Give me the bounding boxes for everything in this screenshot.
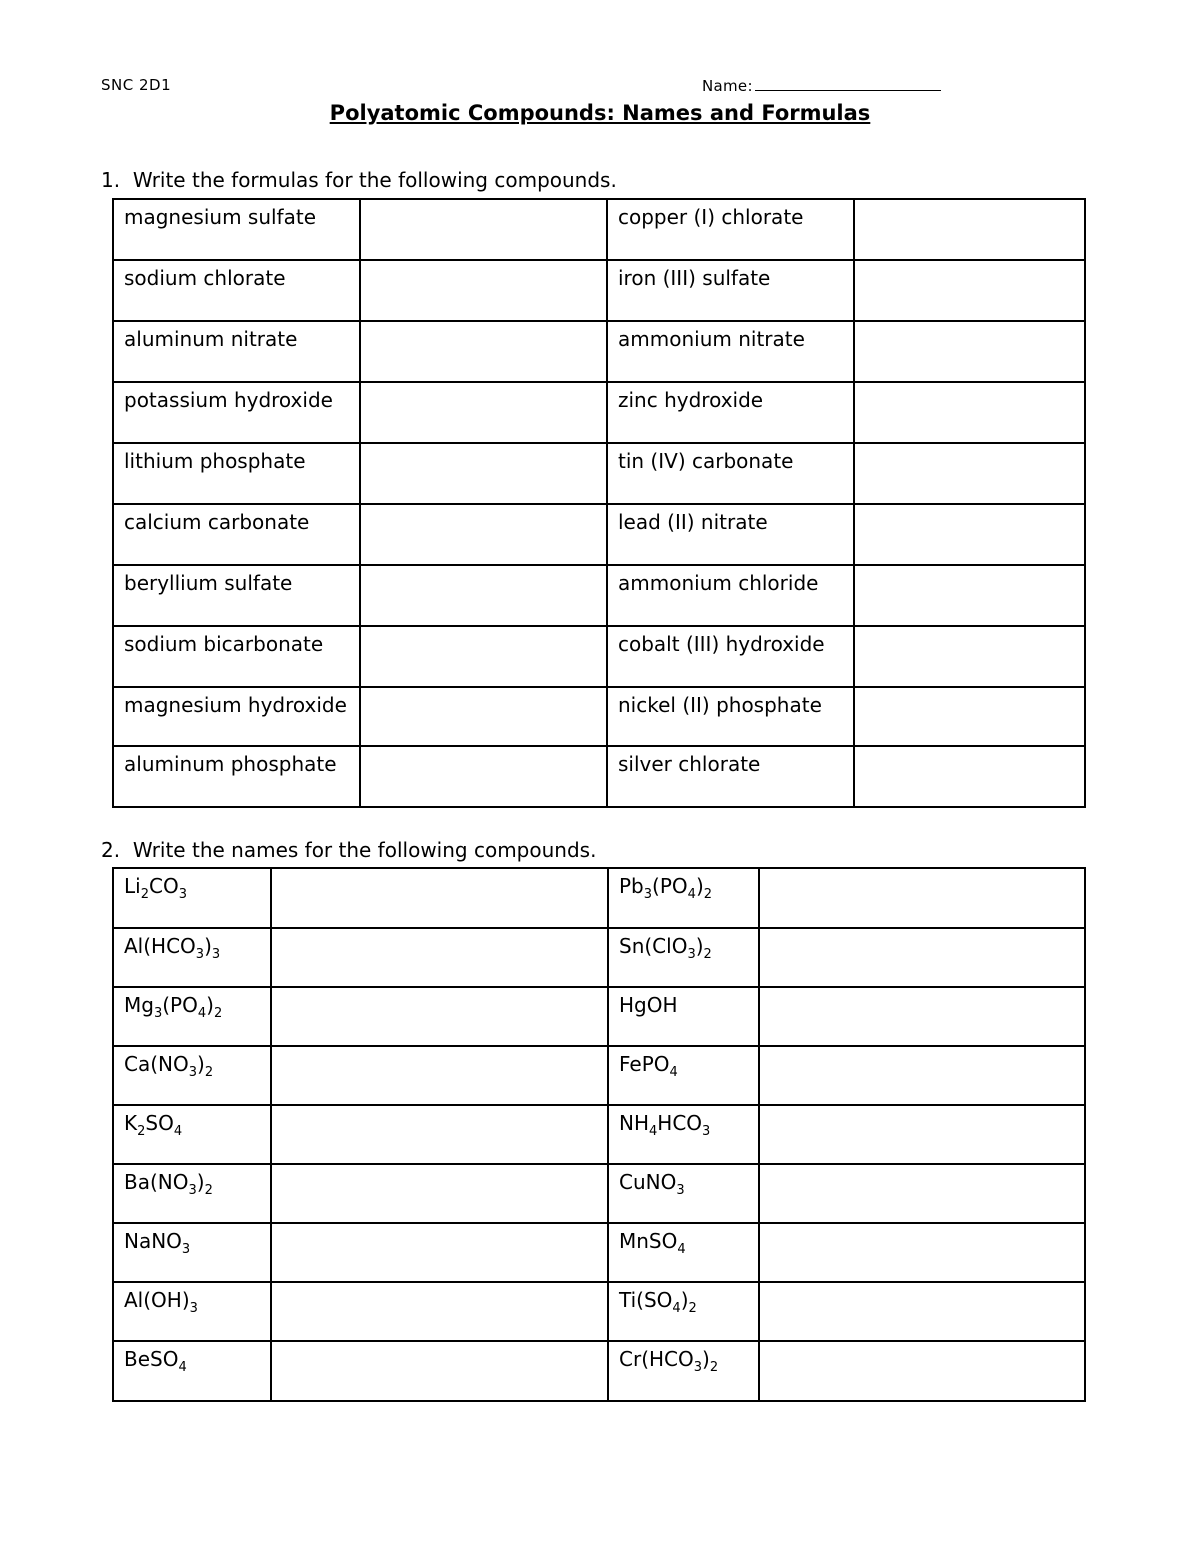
compound-name-cell: lead (II) nitrate xyxy=(607,504,854,565)
formula-text: ) xyxy=(197,1052,205,1076)
formula-text: ) xyxy=(204,934,212,958)
compound-name-cell: ammonium chloride xyxy=(607,565,854,626)
formula-text: Al(HCO xyxy=(124,934,196,958)
formula-answer-cell[interactable] xyxy=(360,382,607,443)
formula-row xyxy=(113,382,1085,443)
name-row xyxy=(113,987,1085,1046)
compound-name-cell: calcium carbonate xyxy=(113,504,360,565)
formula-answer-cell[interactable] xyxy=(854,504,1085,565)
chemical-formula-cell xyxy=(608,1341,759,1401)
formula-row xyxy=(113,199,1085,260)
formula-text: ) xyxy=(680,1288,689,1312)
name-answer-cell[interactable] xyxy=(271,1164,608,1223)
formula-text: ) xyxy=(196,1170,205,1194)
name-blank-line[interactable] xyxy=(755,76,941,91)
chemical-formula-cell xyxy=(608,987,759,1046)
formula-subscript: 3 xyxy=(643,887,653,902)
name-row xyxy=(113,1046,1085,1105)
formula-subscript: 3 xyxy=(702,1124,711,1139)
formula-subscript: 2 xyxy=(140,887,149,902)
formula-text: Mg xyxy=(124,993,154,1017)
formula-answer-cell[interactable] xyxy=(360,626,607,687)
name-answer-cell[interactable] xyxy=(271,1341,608,1401)
formulas-table xyxy=(112,198,1086,808)
formula-answer-cell[interactable] xyxy=(360,504,607,565)
formula-row xyxy=(113,626,1085,687)
name-row xyxy=(113,1164,1085,1223)
chemical-formula-cell xyxy=(608,1164,759,1223)
formula-row xyxy=(113,321,1085,382)
compound-name-cell: aluminum nitrate xyxy=(113,321,360,382)
formula-text: SO xyxy=(145,1111,174,1135)
formula-subscript: 3 xyxy=(181,1242,191,1257)
name-answer-cell[interactable] xyxy=(271,1105,608,1164)
compound-name-cell: potassium hydroxide xyxy=(113,382,360,443)
compound-name-cell: silver chlorate xyxy=(607,746,854,807)
formula-text: HgOH xyxy=(619,993,678,1017)
formula-text: Sn(ClO xyxy=(619,934,688,958)
formula-subscript: 2 xyxy=(709,1360,719,1375)
formula-subscript: 3 xyxy=(687,947,696,962)
formula-text: ) xyxy=(695,874,704,898)
compound-name-cell: copper (I) chlorate xyxy=(607,199,854,260)
formula-row xyxy=(113,504,1085,565)
formula-answer-cell[interactable] xyxy=(360,321,607,382)
formula-answer-cell[interactable] xyxy=(360,746,607,807)
formula-text: NH xyxy=(619,1111,649,1135)
formula-subscript: 2 xyxy=(204,1065,214,1080)
name-answer-cell[interactable] xyxy=(271,1046,608,1105)
formula-answer-cell[interactable] xyxy=(854,260,1085,321)
formula-subscript: 2 xyxy=(703,887,713,902)
formula-subscript: 3 xyxy=(178,887,187,902)
chemical-formula-cell xyxy=(608,868,759,928)
formula-subscript: 3 xyxy=(211,947,221,962)
formula-subscript: 2 xyxy=(688,1301,697,1316)
compound-name-cell: iron (III) sulfate xyxy=(607,260,854,321)
formula-answer-cell[interactable] xyxy=(854,687,1085,746)
formula-answer-cell[interactable] xyxy=(854,626,1085,687)
compound-name-cell: cobalt (III) hydroxide xyxy=(607,626,854,687)
formula-answer-cell[interactable] xyxy=(854,443,1085,504)
formula-subscript: 3 xyxy=(693,1360,703,1375)
chemical-formula-cell xyxy=(608,928,759,987)
formula-subscript: 4 xyxy=(649,1124,658,1139)
formula-answer-cell[interactable] xyxy=(854,321,1085,382)
formula-text: (PO xyxy=(652,874,688,898)
formula-answer-cell[interactable] xyxy=(360,565,607,626)
chemical-formula-cell xyxy=(608,1282,759,1341)
formula-row xyxy=(113,443,1085,504)
chemical-formula-cell xyxy=(113,1164,271,1223)
course-code: SNC 2D1 xyxy=(101,76,172,94)
chemical-formula-cell xyxy=(113,928,271,987)
formula-answer-cell[interactable] xyxy=(854,199,1085,260)
formula-text: Ti(SO xyxy=(619,1288,673,1312)
question-2-prompt xyxy=(101,838,596,862)
name-answer-cell[interactable] xyxy=(759,1164,1085,1223)
chemical-formula-cell xyxy=(113,1341,271,1401)
chemical-formula-cell xyxy=(608,1046,759,1105)
formula-answer-cell[interactable] xyxy=(854,565,1085,626)
formula-text: HCO xyxy=(657,1111,703,1135)
name-answer-cell[interactable] xyxy=(271,928,608,987)
formula-answer-cell[interactable] xyxy=(360,443,607,504)
question-2-text: Write the names for the following compounds. xyxy=(132,838,597,862)
names-table xyxy=(112,867,1086,1402)
formula-subscript: 4 xyxy=(672,1301,681,1316)
formula-text: (PO xyxy=(162,993,198,1017)
formula-subscript: 2 xyxy=(137,1124,146,1139)
name-answer-cell[interactable] xyxy=(759,1105,1085,1164)
formula-answer-cell[interactable] xyxy=(854,746,1085,807)
question-1-prompt xyxy=(101,168,617,192)
formula-text: MnSO xyxy=(619,1229,678,1253)
formula-subscript: 3 xyxy=(153,1006,163,1021)
formula-subscript: 4 xyxy=(669,1065,678,1080)
formula-answer-cell[interactable] xyxy=(360,260,607,321)
formula-text: Al(OH) xyxy=(124,1288,190,1312)
formula-subscript: 3 xyxy=(195,947,205,962)
formula-text: CO xyxy=(148,874,179,898)
formula-text: Ba(NO xyxy=(124,1170,189,1194)
formula-subscript: 4 xyxy=(197,1006,207,1021)
compound-name-cell: magnesium hydroxide xyxy=(113,687,360,746)
formula-text: Cr(HCO xyxy=(619,1347,694,1371)
compound-name-cell: sodium chlorate xyxy=(113,260,360,321)
formula-subscript: 2 xyxy=(204,1183,213,1198)
formula-text: Ca(NO xyxy=(124,1052,189,1076)
name-field[interactable] xyxy=(702,76,941,95)
formula-text: ) xyxy=(695,934,704,958)
name-row xyxy=(113,1105,1085,1164)
formula-text: CuNO xyxy=(619,1170,677,1194)
name-answer-cell[interactable] xyxy=(759,1341,1085,1401)
name-label: Name: xyxy=(702,77,753,95)
compound-name-cell: sodium bicarbonate xyxy=(113,626,360,687)
chemical-formula-cell xyxy=(113,987,271,1046)
name-row xyxy=(113,928,1085,987)
compound-name-cell: nickel (II) phosphate xyxy=(607,687,854,746)
name-answer-cell[interactable] xyxy=(271,1282,608,1341)
formula-row xyxy=(113,260,1085,321)
name-row xyxy=(113,1282,1085,1341)
formula-subscript: 3 xyxy=(676,1183,685,1198)
formula-row xyxy=(113,565,1085,626)
name-row xyxy=(113,1223,1085,1282)
name-answer-cell[interactable] xyxy=(759,1223,1085,1282)
formula-subscript: 4 xyxy=(178,1360,187,1375)
chemical-formula-cell xyxy=(113,1223,271,1282)
compound-name-cell: ammonium nitrate xyxy=(607,321,854,382)
formula-subscript: 4 xyxy=(173,1124,183,1139)
compound-name-cell: lithium phosphate xyxy=(113,443,360,504)
chemical-formula-cell xyxy=(608,1223,759,1282)
chemical-formula-cell xyxy=(113,1105,271,1164)
name-answer-cell[interactable] xyxy=(759,928,1085,987)
compound-name-cell: magnesium sulfate xyxy=(113,199,360,260)
formula-text: Li xyxy=(124,874,141,898)
formula-answer-cell[interactable] xyxy=(360,199,607,260)
name-answer-cell[interactable] xyxy=(271,868,608,928)
formula-answer-cell[interactable] xyxy=(360,687,607,746)
name-answer-cell[interactable] xyxy=(271,1223,608,1282)
name-row xyxy=(113,1341,1085,1401)
formula-subscript: 3 xyxy=(188,1183,197,1198)
formula-text: ) xyxy=(702,1347,710,1371)
formula-row xyxy=(113,746,1085,807)
formula-text: Pb xyxy=(619,874,644,898)
name-row xyxy=(113,868,1085,928)
formula-text: ) xyxy=(206,993,214,1017)
page-title: Polyatomic Compounds: Names and Formulas xyxy=(329,101,871,125)
name-answer-cell[interactable] xyxy=(759,868,1085,928)
formula-text: K xyxy=(124,1111,138,1135)
formula-subscript: 3 xyxy=(188,1065,198,1080)
formula-row xyxy=(113,687,1085,746)
formula-text: BeSO xyxy=(124,1347,179,1371)
name-answer-cell[interactable] xyxy=(759,987,1085,1046)
compound-name-cell: zinc hydroxide xyxy=(607,382,854,443)
formula-subscript: 2 xyxy=(213,1006,223,1021)
formula-text: NaNO xyxy=(124,1229,182,1253)
chemical-formula-cell xyxy=(113,1282,271,1341)
name-answer-cell[interactable] xyxy=(759,1282,1085,1341)
formula-answer-cell[interactable] xyxy=(854,382,1085,443)
chemical-formula-cell xyxy=(113,868,271,928)
formula-subscript: 3 xyxy=(189,1301,198,1316)
question-1-text: Write the formulas for the following compounds. xyxy=(132,168,617,192)
name-answer-cell[interactable] xyxy=(759,1046,1085,1105)
compound-name-cell: aluminum phosphate xyxy=(113,746,360,807)
formula-subscript: 4 xyxy=(677,1242,686,1257)
chemical-formula-cell xyxy=(608,1105,759,1164)
formula-subscript: 4 xyxy=(687,887,696,902)
formula-text: FePO xyxy=(619,1052,670,1076)
name-answer-cell[interactable] xyxy=(271,987,608,1046)
question-2-number: 2. xyxy=(101,838,121,862)
compound-name-cell: tin (IV) carbonate xyxy=(607,443,854,504)
compound-name-cell: beryllium sulfate xyxy=(113,565,360,626)
question-1-number: 1. xyxy=(101,168,121,192)
formula-subscript: 2 xyxy=(703,947,712,962)
chemical-formula-cell xyxy=(113,1046,271,1105)
